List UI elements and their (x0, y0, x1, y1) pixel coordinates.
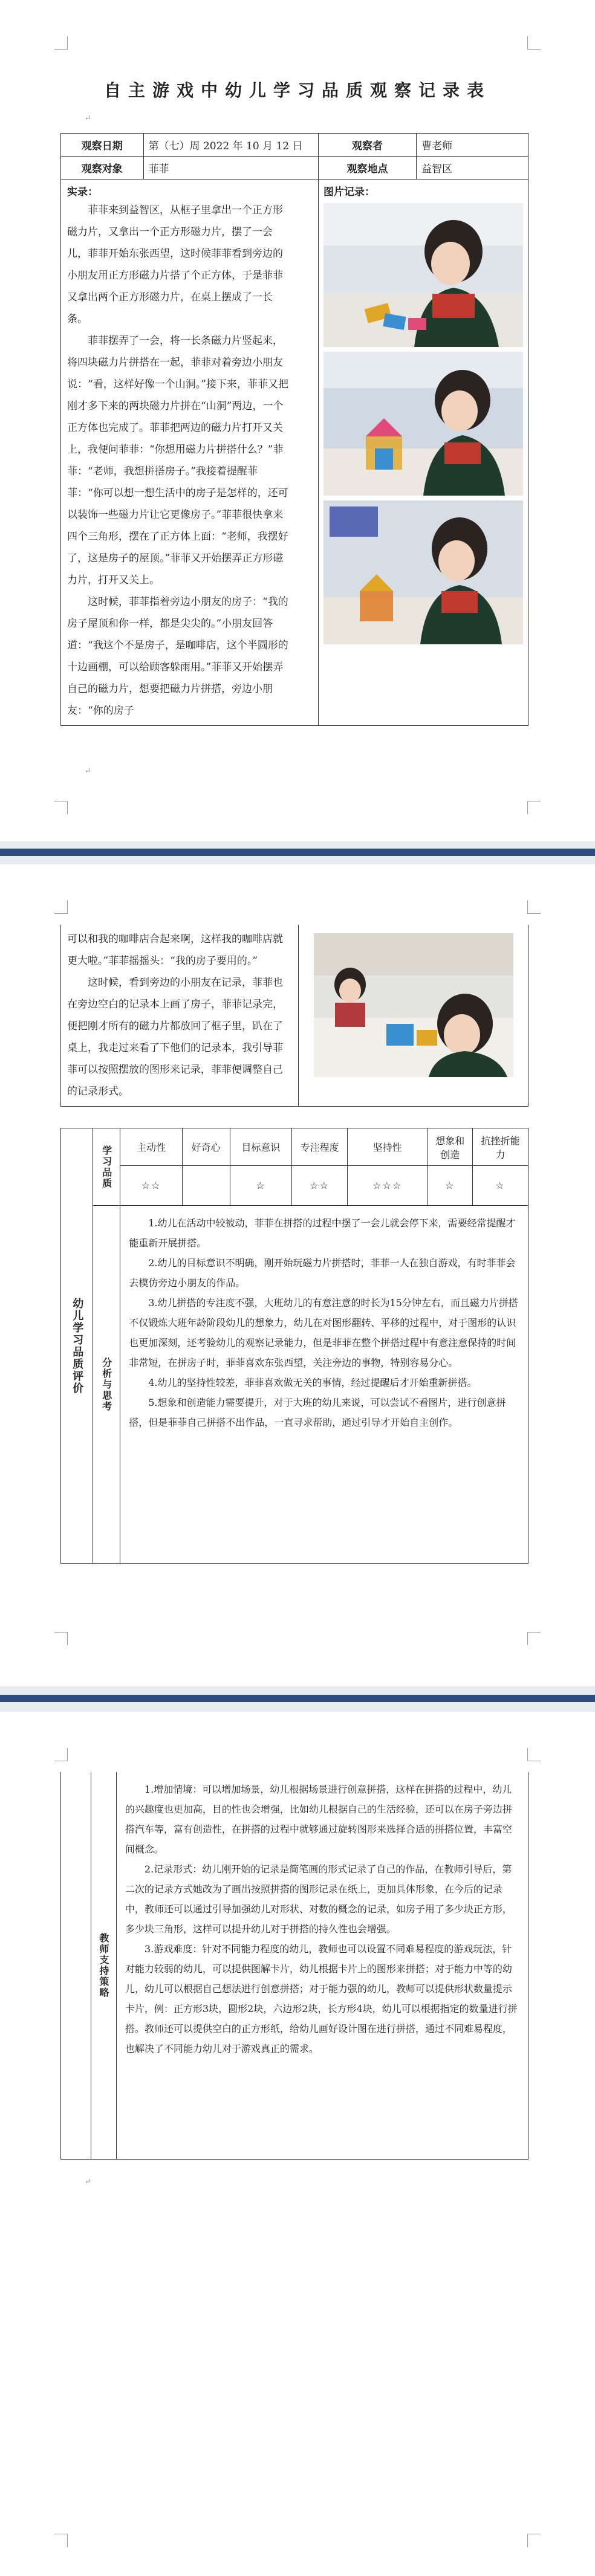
strategy-blank-cell (61, 1772, 91, 2159)
observer-value: 曹老师 (417, 134, 528, 157)
page-corner-mark (527, 901, 541, 914)
page-corner-mark (54, 2534, 68, 2547)
paragraph-mark: ↵ (85, 114, 91, 122)
story-cell (61, 925, 299, 1107)
story-paragraph: 这时候，看到旁边的小朋友在记录，菲菲也在旁边空白的记录本上画了房子，菲菲记录完，便把刚才所有的磁力片都放回了框子里，趴在了桌上，我走过来看了下他们的记录本，我引导菲菲可以按照摆放的图形来记录，菲菲便调整自己的记录形式。 (67, 977, 283, 1098)
analysis-label-cell (93, 1206, 120, 1564)
place-label: 观察地点 (318, 157, 416, 180)
quality-stars: ☆☆ (292, 1166, 348, 1206)
page-separator (0, 1686, 595, 1712)
quality-stars: ☆ (428, 1166, 473, 1206)
analysis-paragraph: 2.幼儿的目标意识不明确，刚开始玩磁力片拼搭时，菲菲一人在独自游戏，有时菲菲会去模仿旁边小朋友的作品。 (129, 1257, 516, 1289)
evaluation-side-cell (61, 1128, 93, 1564)
observation-photo-3 (324, 500, 523, 644)
page-corner-mark (54, 1632, 68, 1645)
document-page-2 (0, 864, 595, 1686)
quality-name: 主动性 (120, 1128, 182, 1166)
record-table (60, 133, 528, 726)
paragraph-mark: ↵ (85, 766, 91, 775)
quality-name: 专注程度 (292, 1128, 348, 1166)
quality-label-cell (93, 1128, 120, 1206)
analysis-label: 分析与思考 (100, 1357, 112, 1412)
quality-name: 目标意识 (230, 1128, 291, 1166)
quality-name: 好奇心 (182, 1128, 230, 1166)
observation-photo-4 (314, 933, 513, 1077)
strategy-paragraph: 1.增加情境：可以增加场景，幼儿根据场景进行创意拼搭，这样在拼搭的过程中，幼儿的兴趣度也更加高，目的性也会增强，比如幼儿根据自己的生活经验，还可以在房子旁边拼搭汽车等，富有创造性，在拼搭的过程中就够通过旋转图形来选择合适的拼搭位置，丰富空间概念。 (125, 1784, 512, 1855)
strategy-side-label: 教师支持策略 (97, 1932, 109, 1998)
date-label: 观察日期 (61, 134, 144, 157)
quality-stars: ☆☆ (120, 1166, 182, 1206)
page-corner-mark (527, 36, 541, 50)
page-corner-mark (527, 1632, 541, 1645)
story-paragraph: 这时候，菲菲指着旁边小朋友的房子：“我的房子屋顶和你一样，都是尖尖的。”小朋友回答道：“我这个不是房子，是咖啡店，这个半圆形的十边画棚，可以给顾客躲雨用。”菲菲又开始摆弄自己的磁力片，想要把磁力片拼搭，旁边小朋友：“你的房子 (67, 596, 288, 717)
quality-stars: ☆ (473, 1166, 528, 1206)
subject-label: 观察对象 (61, 157, 144, 180)
story-paragraph: 菲菲来到益智区，从框子里拿出一个正方形磁力片，又拿出一个正方形磁力片，摆了一会儿，菲菲开始东张西望，这时候菲菲看到旁边的小朋友用正方形磁力片搭了个正方体，于是菲菲又拿出两个正方形磁力片，在桌上摆成了一长条。 (67, 204, 283, 325)
photo-cell (318, 180, 528, 726)
place-value: 益智区 (417, 157, 528, 180)
strategy-paragraph: 2.记录形式：幼儿刚开始的记录是简笔画的形式记录了自己的作品，在教师引导后，第二次的记录方式她改为了画出按照拼搭的图形记录在纸上，更加具体形象，在今后的记录中，教师还可以通过引导加强幼儿对形状、对数的概念的记录，如房子用了多少块正方形，多少块三角形，这样可以提升幼儿对于拼搭的持久性也会增强。 (125, 1863, 512, 1935)
strategy-table (60, 1772, 528, 2160)
record-label: 实录： (67, 186, 98, 198)
page-corner-mark (54, 36, 68, 50)
strategy-paragraph: 3.游戏难度：针对不同能力程度的幼儿，教师也可以设置不同难易程度的游戏玩法，针对能力较弱的幼儿，可以提供图解卡片，幼儿根据卡片上的图形来拼搭；对于能力中等的幼儿，幼儿可以根据自己想法进行创意拼搭；对于能力强的幼儿，教师可以提供形状数量提示卡片，例：正方形3块，圆形2块，六边形2块，长方形4块，幼儿可以根据指定的数量进行拼搭。教师还可以提供空白的正方形纸，给幼儿画好设计图在进行拼搭，通过不同难易程度，也解决了不同能力幼儿对于游戏真正的需求。 (125, 1943, 518, 2054)
page-separator (0, 841, 595, 864)
story-paragraph: 菲菲摆弄了一会，将一长条磁力片竖起来，将四块磁力片拼搭在一起，菲菲对着旁边小朋友说：“看，这样好像一个山洞。”接下来，菲菲又把刚才多下来的两块磁力片拼在“山洞”两边，一个正方体也完成了。菲菲把两边的磁力片打开又关上，我便问菲菲：“你想用磁力片拼搭什么？”菲菲：“老师，我想拼搭房子。”我接着提醒菲菲：“你可以想一想生活中的房子是怎样的，还可以装饰一些磁力片让它更像房子。”菲菲很快拿来四个三角形，摆在了正方体上面：“老师，我摆好了，这是房子的屋顶。”菲菲又开始摆弄正方形磁力片，打开又关上。 (67, 335, 288, 586)
evaluation-table (60, 1128, 528, 1564)
quality-name: 抗挫折能力 (473, 1128, 528, 1166)
evaluation-side-label: 幼儿学习品质评价 (71, 1297, 84, 1394)
strategy-side-cell (91, 1772, 116, 2159)
page-title: 自主游戏中幼儿学习品质观察记录表 (103, 80, 491, 100)
observation-photo-1 (324, 203, 523, 347)
page-corner-mark (54, 801, 68, 814)
page-corner-mark (54, 1748, 68, 1761)
analysis-paragraph: 1.幼儿在活动中较被动，菲菲在拼搭的过程中摆了一会儿就会停下来，需要经常提醒才能重新开展拼搭。 (129, 1217, 516, 1249)
record-table-continued (60, 925, 528, 1107)
story-cell (61, 180, 319, 726)
analysis-paragraph: 4.幼儿的坚持性较差，菲菲喜欢做无关的事情，经过提醒后才开始重新拼搭。 (148, 1377, 477, 1388)
analysis-paragraph: 3.幼儿拼搭的专注度不强，大班幼儿的有意注意的时长为15分钟左右，而且磁力片拼搭不仅锻炼大班年龄阶段幼儿的想象力，幼儿在对图形翻转、平移的过程中，对于图形的认识也更加深刻，还考验幼儿的观察记录能力，但是菲菲在整个拼搭过程中有意注意保持的时间非常短，在拼房子时，菲菲喜欢东张西望，关注旁边的事物，特别容易分心。 (129, 1297, 518, 1368)
observer-label: 观察者 (318, 134, 416, 157)
story-paragraph: 可以和我的咖啡店合起来啊，这样我的咖啡店就更大啦。”菲菲摇摇头：“我的房子要用的。” (67, 933, 283, 967)
quality-label: 学习品质 (100, 1145, 112, 1189)
paragraph-mark: ↵ (85, 2177, 91, 2186)
strategy-cell (116, 1772, 528, 2159)
quality-stars: ☆ (230, 1166, 291, 1206)
observation-photo-2 (324, 352, 523, 496)
page-corner-mark (527, 2534, 541, 2547)
document-page-1 (0, 0, 595, 841)
quality-name: 坚持性 (347, 1128, 427, 1166)
analysis-cell (120, 1206, 528, 1564)
date-value: 第（七）周 2022 年 10 月 12 日 (143, 134, 318, 157)
page-corner-mark (527, 1748, 541, 1761)
page-corner-mark (527, 801, 541, 814)
quality-stars: ☆☆☆ (347, 1166, 427, 1206)
quality-name: 想象和创造 (428, 1128, 473, 1166)
analysis-paragraph: 5.想象和创造能力需要提升，对于大班的幼儿来说，可以尝试不看图片，进行创意拼搭，但是菲菲自己拼搭不出作品，一直寻求帮助，通过引导才开始自主创作。 (129, 1397, 506, 1428)
photo-label: 图片记录： (323, 186, 375, 198)
subject-value: 菲菲 (143, 157, 318, 180)
page-corner-mark (54, 901, 68, 914)
quality-stars (182, 1166, 230, 1206)
photo-cell (299, 925, 528, 1107)
document-page-3 (0, 1712, 595, 2576)
